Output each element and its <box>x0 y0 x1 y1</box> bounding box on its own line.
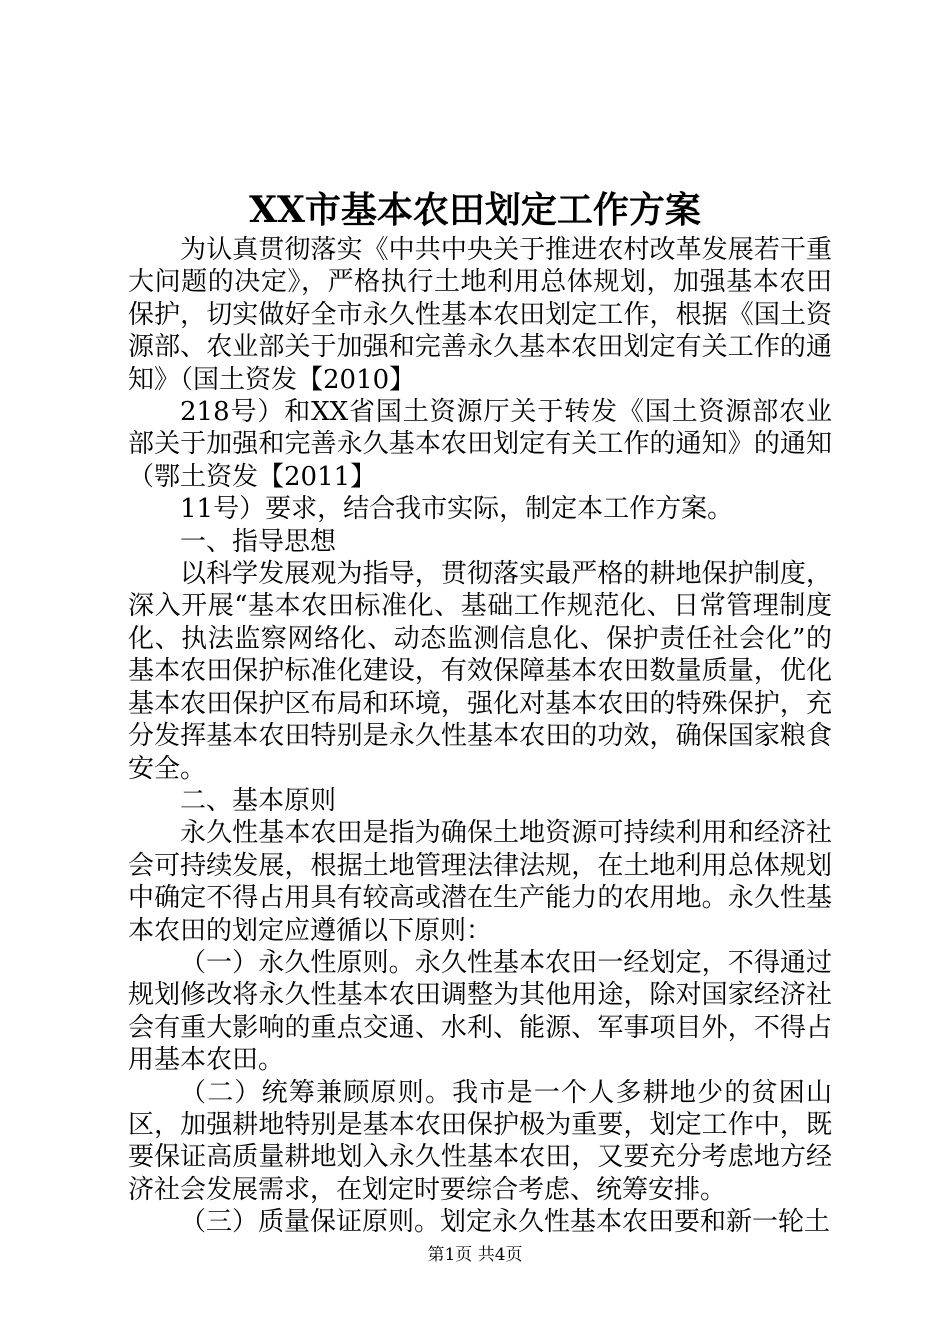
paragraph-intro-end: 11号）要求，结合我市实际，制定本工作方案。 <box>180 494 734 525</box>
paragraph-principle-permanence: （一）永久性原则。永久性基本农田一经划定，不得通过规划修改将永久性基本农田调整为其他用途，除对国家经济社会有重大影响的重点交通、水利、能源、军事项目外，不得占用基本农田。 <box>128 947 832 1076</box>
paragraph-principle-quality: （三）质量保证原则。划定永久性基本农田要和新一轮土 <box>180 1207 831 1238</box>
page-footer: 第1页 共4页 <box>427 1245 523 1265</box>
paragraph-principle-overall-planning: （二）统筹兼顾原则。我市是一个人多耕地少的贫困山区，加强耕地特别是基本农田保护极为重要，划定工作中，既要保证高质量耕地划入永久性基本农田，又要充分考虑地方经济社会发展需求，在划定时要综合考虑、统筹安排。 <box>128 1077 832 1205</box>
paragraph-guiding-thought: 以科学发展观为指导，贯彻落实最严格的耕地保护制度，深入开展“基本农田标准化、基础工作规范化、日常管理制度化、执法监察网络化、动态监测信息化、保护责任社会化”的基本农田保护标准化建设，有效保障基本农田数量质量，优化基本农田保护区布局和环境，强化对基本农田的特殊保护，充分发挥基本农田特别是永久性基本农田的功效，确保国家粮食安全。 <box>128 559 832 784</box>
section-heading-basic-principles: 二、基本原则 <box>180 785 337 816</box>
paragraph-intro: 为认真贯彻落实《中共中央关于推进农村改革发展若干重大问题的决定》，严格执行土地利用总体规划，加强基本农田保护，切实做好全市永久性基本农田划定工作，根据《国土资源部、农业部关于加强和完善永久基本农田划定有关工作的通知》（国土资发【2010】 <box>128 235 832 395</box>
paragraph-basic-principles: 永久性基本农田是指为确保土地资源可持续利用和经济社会可持续发展，根据土地管理法律法规，在土地利用总体规划中确定不得占用具有较高或潜在生产能力的农用地。永久性基本农田的划定应遵循以下原则： <box>128 818 832 946</box>
document-body <box>128 234 832 1239</box>
section-heading-guiding-thought: 一、指导思想 <box>180 526 337 557</box>
paragraph-intro-continued: 218号）和XX省国土资源厅关于转发《国土资源部农业部关于加强和完善永久基本农田划定有关工作的通知》的通知（鄂土资发【2011】 <box>128 397 832 492</box>
document-title: XX市基本农田划定工作方案 <box>249 189 701 231</box>
